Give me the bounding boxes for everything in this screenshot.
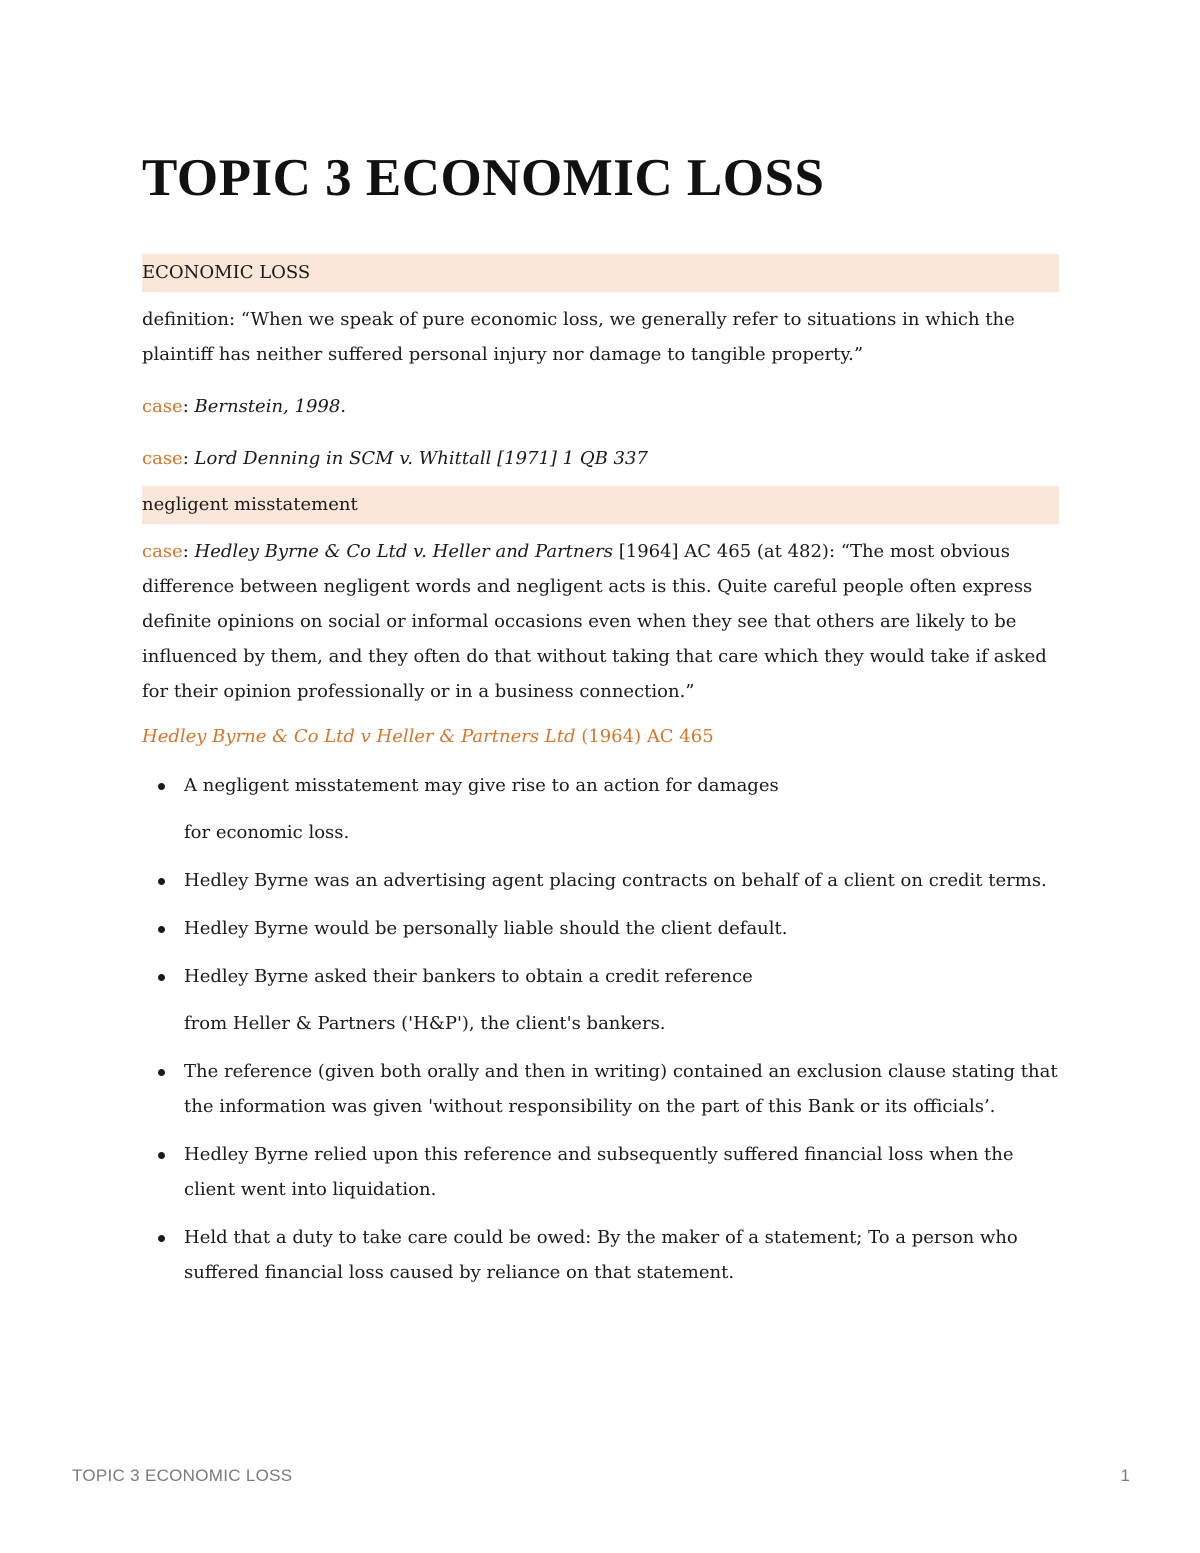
- list-item-text: Hedley Byrne asked their bankers to obtain a credit reference: [184, 966, 753, 987]
- bullet-icon: [158, 1235, 165, 1242]
- definition-text: : “When we speak of pure economic loss, we generally refer to situations in which the plaintiff has neither suffered personal injury nor damage to tangible property.”: [142, 309, 1015, 365]
- definition-label: definition: [142, 309, 229, 330]
- list-item-continuation: for economic loss.: [184, 822, 350, 843]
- page-number: 1: [1120, 1466, 1130, 1485]
- definition-paragraph: [142, 302, 1059, 372]
- bullet-icon: [158, 974, 165, 981]
- case-citation: [142, 441, 1059, 476]
- list-item-continuation: from Heller & Partners ('H&P'), the client's bankers.: [184, 1013, 666, 1034]
- list-item: [142, 768, 1059, 850]
- case-name: Bernstein, 1998.: [194, 396, 347, 417]
- bullet-icon: [158, 926, 165, 933]
- case-quote: [1964] AC 465 (at 482): “The most obvious difference between negligent words and negligent acts is this. Quite careful people often express definite opinions on social or informal occasions even when they see that others are likely to be influenced by them, and they often do that without taking that care which they would take if asked for their opinion professionally or in a business connection.”: [142, 541, 1047, 702]
- list-item-text: Hedley Byrne would be personally liable should the client default.: [184, 918, 788, 939]
- list-item: [142, 959, 1059, 1041]
- section-heading-label: ECONOMIC LOSS: [142, 262, 311, 283]
- list-item: [142, 1054, 1059, 1124]
- case-separator: :: [182, 541, 195, 562]
- case-separator: :: [182, 396, 195, 417]
- section-heading-label: negligent misstatement: [142, 494, 358, 515]
- bullet-icon: [158, 878, 165, 885]
- footer-title: TOPIC 3 ECONOMIC LOSS: [72, 1466, 293, 1485]
- list-item-text: Hedley Byrne relied upon this reference and subsequently suffered financial loss when the client went into liquidation.: [184, 1144, 1014, 1200]
- section-heading-economic-loss: [142, 254, 1059, 292]
- section-heading-negligent-misstatement: [142, 486, 1059, 524]
- case-subheading-citation: (1964) AC 465: [575, 726, 714, 747]
- list-item-text: A negligent misstatement may give rise to an action for damages: [184, 775, 779, 796]
- list-item-text: Hedley Byrne was an advertising agent placing contracts on behalf of a client on credit terms.: [184, 870, 1047, 891]
- bullet-list: [142, 768, 1059, 1290]
- document-body: [142, 254, 1059, 1303]
- case-name: Lord Denning in SCM v. Whittall [1971] 1 QB 337: [194, 448, 648, 469]
- case-label: case: [142, 396, 183, 417]
- case-quote-paragraph: [142, 534, 1059, 709]
- list-item: [142, 1220, 1059, 1290]
- page-title: TOPIC 3 ECONOMIC LOSS: [142, 149, 825, 207]
- case-subheading-name: Hedley Byrne & Co Ltd v Heller & Partners Ltd: [142, 726, 576, 747]
- case-subheading: [142, 719, 1059, 754]
- list-item: [142, 911, 1059, 946]
- bullet-icon: [158, 1152, 165, 1159]
- list-item-text: Held that a duty to take care could be owed: By the maker of a statement; To a person who suffered financial loss caused by reliance on that statement.: [184, 1227, 1018, 1283]
- case-separator: :: [182, 448, 195, 469]
- case-citation: [142, 389, 1059, 424]
- bullet-icon: [158, 783, 165, 790]
- case-label: case: [142, 448, 183, 469]
- list-item: [142, 863, 1059, 898]
- case-name: Hedley Byrne & Co Ltd v. Heller and Partners: [194, 541, 613, 562]
- bullet-icon: [158, 1069, 165, 1076]
- list-item: [142, 1137, 1059, 1207]
- case-label: case: [142, 541, 183, 562]
- list-item-text: The reference (given both orally and then in writing) contained an exclusion clause stating that the information was given 'without responsibility on the part of this Bank or its officials’.: [184, 1061, 1058, 1117]
